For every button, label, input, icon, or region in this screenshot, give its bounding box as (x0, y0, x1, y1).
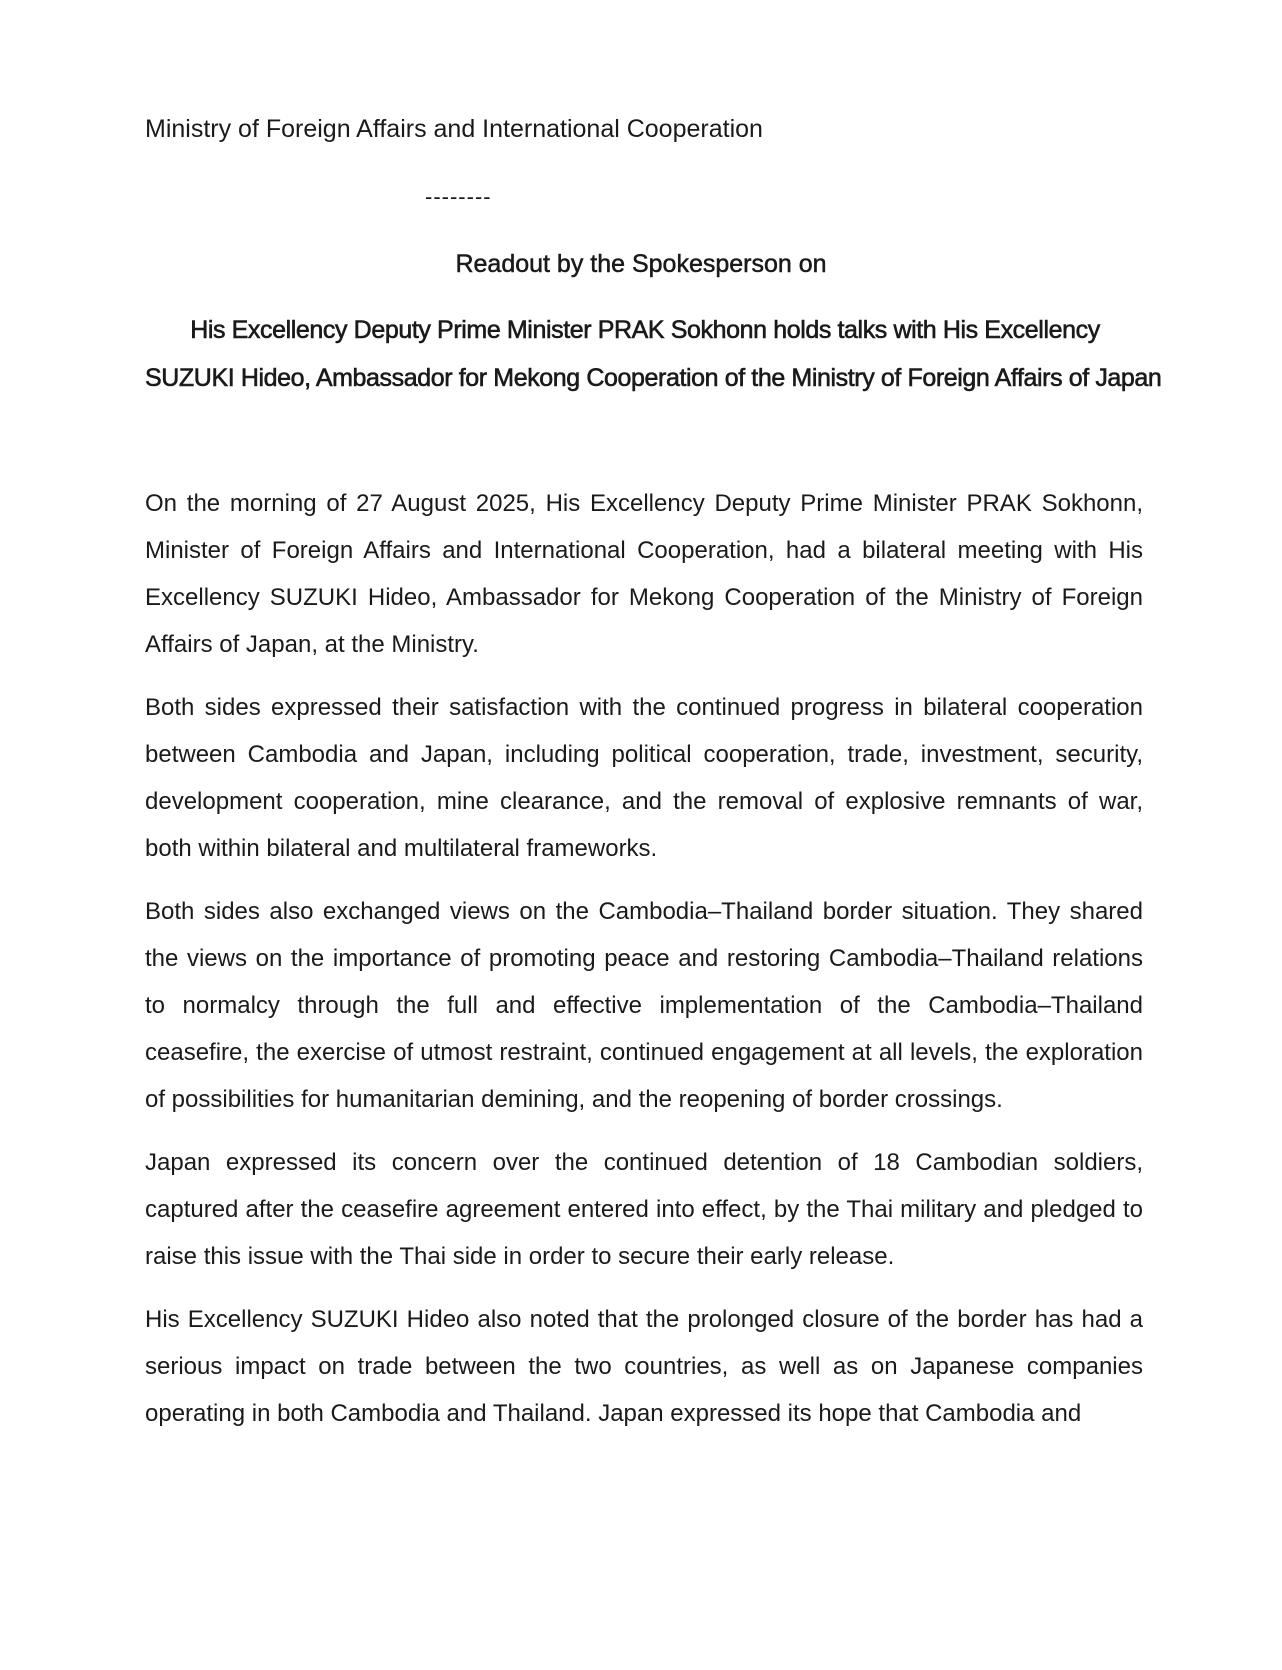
paragraph: On the morning of 27 August 2025, His Excellency Deputy Prime Minister PRAK Sokhonn, Minister of Foreign Affairs and International Cooperation, had a bilateral meeting with His Excellency SUZUKI Hideo, Ambassador for Mekong Cooperation of the Ministry of Foreign Affairs of Japan, at the Ministry. (145, 490, 1143, 658)
separator-dashes: -------- (425, 184, 492, 209)
paragraph: Japan expressed its concern over the continued detention of 18 Cambodian soldiers, captured after the ceasefire agreement entered into effect, by the Thai military and pledged to raise this issue with the Thai side in order to secure their early release. (145, 1149, 1143, 1270)
title-line-1: His Excellency Deputy Prime Minister PRAK Sokhonn holds talks with His Excellency (190, 316, 1100, 344)
readout-heading: Readout by the Spokesperson on (455, 250, 827, 278)
paragraph: His Excellency SUZUKI Hideo also noted that the prolonged closure of the border has had a serious impact on trade between the two countries, as well as on Japanese companies operating in both Cambodia and Thailand. Japan expressed its hope that Cambodia and (145, 1306, 1143, 1427)
ministry-name: Ministry of Foreign Affairs and International Cooperation (145, 115, 763, 143)
body-text (145, 480, 1143, 1453)
paragraph: Both sides also exchanged views on the Cambodia–Thailand border situation. They shared the views on the importance of promoting peace and restoring Cambodia–Thailand relations to normalcy through the full and effective implementation of the Cambodia–Thailand ceasefire, the exercise of utmost restraint, continued engagement at all levels, the exploration of possibilities for humanitarian demining, and the reopening of border crossings. (145, 898, 1143, 1113)
document-title (145, 306, 1162, 402)
paragraph: Both sides expressed their satisfaction with the continued progress in bilateral cooperation between Cambodia and Japan, including political cooperation, trade, investment, security, development cooperation, mine clearance, and the removal of explosive remnants of war, both within bilateral and multilateral frameworks. (145, 694, 1143, 862)
title-line-2: SUZUKI Hideo, Ambassador for Mekong Cooperation of the Ministry of Foreign Affairs of Japan (145, 364, 1162, 392)
